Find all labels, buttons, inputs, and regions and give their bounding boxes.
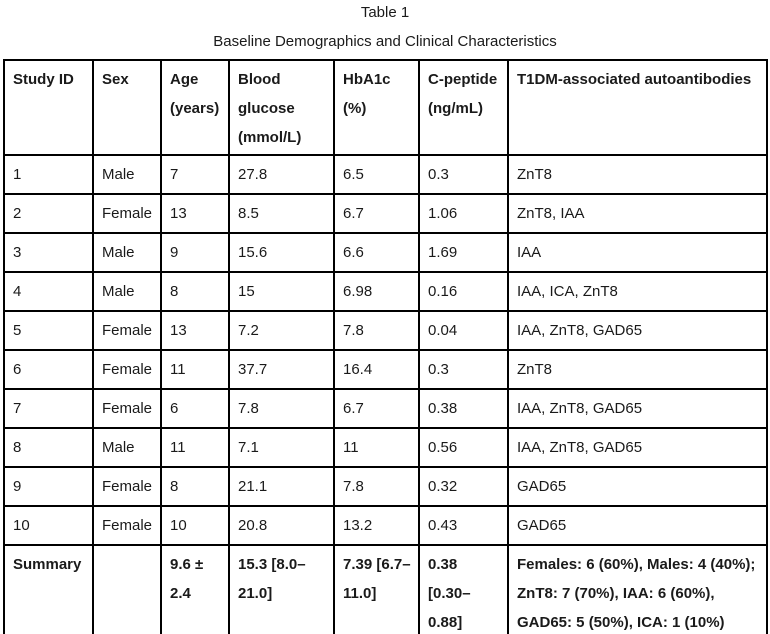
table-cell: Female	[93, 350, 161, 389]
table-cell: Male	[93, 155, 161, 194]
table-cell: 1.69	[419, 233, 508, 272]
table-row	[4, 467, 767, 506]
table-cell: 16.4	[334, 350, 419, 389]
table-cell: Male	[93, 272, 161, 311]
table-cell: ZnT8	[508, 155, 767, 194]
table-cell: 6.7	[334, 389, 419, 428]
table-cell: 6	[4, 350, 93, 389]
table-cell: GAD65	[508, 506, 767, 545]
table-row	[4, 194, 767, 233]
column-header: Sex	[93, 60, 161, 155]
table-cell: 7.8	[229, 389, 334, 428]
table-cell: 0.38	[419, 389, 508, 428]
table-cell: 6.98	[334, 272, 419, 311]
table-cell: 8	[161, 467, 229, 506]
summary-cell: Females: 6 (60%), Males: 4 (40%); ZnT8: 7 (70%), IAA: 6 (60%), GAD65: 5 (50%), ICA: 1 (10%)	[508, 545, 767, 634]
table-cell: IAA, ZnT8, GAD65	[508, 428, 767, 467]
table-row	[4, 506, 767, 545]
column-header: Age (years)	[161, 60, 229, 155]
table-title: Baseline Demographics and Clinical Characteristics	[213, 33, 557, 50]
table-cell: 6.6	[334, 233, 419, 272]
demographics-table	[3, 59, 768, 634]
table-cell: 6.5	[334, 155, 419, 194]
table-cell: 3	[4, 233, 93, 272]
table-cell: IAA, ZnT8, GAD65	[508, 389, 767, 428]
table-cell: 15	[229, 272, 334, 311]
table-cell: 2	[4, 194, 93, 233]
table-cell: ZnT8	[508, 350, 767, 389]
table-cell: 21.1	[229, 467, 334, 506]
table-row	[4, 233, 767, 272]
column-header: Study ID	[4, 60, 93, 155]
table-cell: 0.3	[419, 155, 508, 194]
table-cell: Female	[93, 506, 161, 545]
table-cell: 0.16	[419, 272, 508, 311]
table-cell: ZnT8, IAA	[508, 194, 767, 233]
table-cell: 7.8	[334, 311, 419, 350]
table-row	[4, 350, 767, 389]
column-header: C-peptide (ng/mL)	[419, 60, 508, 155]
table-cell: 0.3	[419, 350, 508, 389]
table-cell: 11	[161, 428, 229, 467]
summary-row	[4, 545, 767, 634]
table-cell: 1.06	[419, 194, 508, 233]
summary-cell: 0.38 [0.30–0.88]	[419, 545, 508, 634]
table-cell: GAD65	[508, 467, 767, 506]
table-cell: 27.8	[229, 155, 334, 194]
table-cell: Male	[93, 233, 161, 272]
table-cell: 8.5	[229, 194, 334, 233]
table-cell: 8	[4, 428, 93, 467]
summary-cell: 15.3 [8.0–21.0]	[229, 545, 334, 634]
table-cell: 10	[161, 506, 229, 545]
column-header: Blood glucose (mmol/L)	[229, 60, 334, 155]
summary-cell	[93, 545, 161, 634]
table-cell: Male	[93, 428, 161, 467]
table-row	[4, 389, 767, 428]
table-cell: Female	[93, 389, 161, 428]
table-body	[4, 155, 767, 634]
table-row	[4, 155, 767, 194]
table-cell: Female	[93, 311, 161, 350]
table-cell: 6	[161, 389, 229, 428]
table-cell: IAA, ZnT8, GAD65	[508, 311, 767, 350]
table-cell: IAA	[508, 233, 767, 272]
table-cell: 11	[334, 428, 419, 467]
table-cell: 0.04	[419, 311, 508, 350]
table-cell: 0.32	[419, 467, 508, 506]
column-header: HbA1c (%)	[334, 60, 419, 155]
table-cell: 0.56	[419, 428, 508, 467]
table-row	[4, 428, 767, 467]
table-cell: 7.8	[334, 467, 419, 506]
table-cell: Female	[93, 467, 161, 506]
table-cell: Female	[93, 194, 161, 233]
summary-cell: 7.39 [6.7–11.0]	[334, 545, 419, 634]
table-cell: 8	[161, 272, 229, 311]
table-cell: 1	[4, 155, 93, 194]
table-cell: 10	[4, 506, 93, 545]
table-cell: 13	[161, 311, 229, 350]
summary-cell: 9.6 ± 2.4	[161, 545, 229, 634]
table-cell: 37.7	[229, 350, 334, 389]
table-cell: 5	[4, 311, 93, 350]
table-row	[4, 311, 767, 350]
table-row	[4, 272, 767, 311]
table-cell: 7.1	[229, 428, 334, 467]
table-cell: IAA, ICA, ZnT8	[508, 272, 767, 311]
table-cell: 20.8	[229, 506, 334, 545]
table-cell: 15.6	[229, 233, 334, 272]
table-cell: 13	[161, 194, 229, 233]
summary-cell: Summary	[4, 545, 93, 634]
table-cell: 7.2	[229, 311, 334, 350]
table-cell: 4	[4, 272, 93, 311]
table-cell: 0.43	[419, 506, 508, 545]
column-header: T1DM-associated autoantibodies	[508, 60, 767, 155]
table-header-row	[4, 60, 767, 155]
table-cell: 7	[4, 389, 93, 428]
table-cell: 11	[161, 350, 229, 389]
table-cell: 9	[4, 467, 93, 506]
table-cell: 6.7	[334, 194, 419, 233]
title-block	[0, 3, 770, 51]
table-cell: 7	[161, 155, 229, 194]
table-number: Table 1	[360, 4, 410, 21]
table-cell: 13.2	[334, 506, 419, 545]
table-cell: 9	[161, 233, 229, 272]
